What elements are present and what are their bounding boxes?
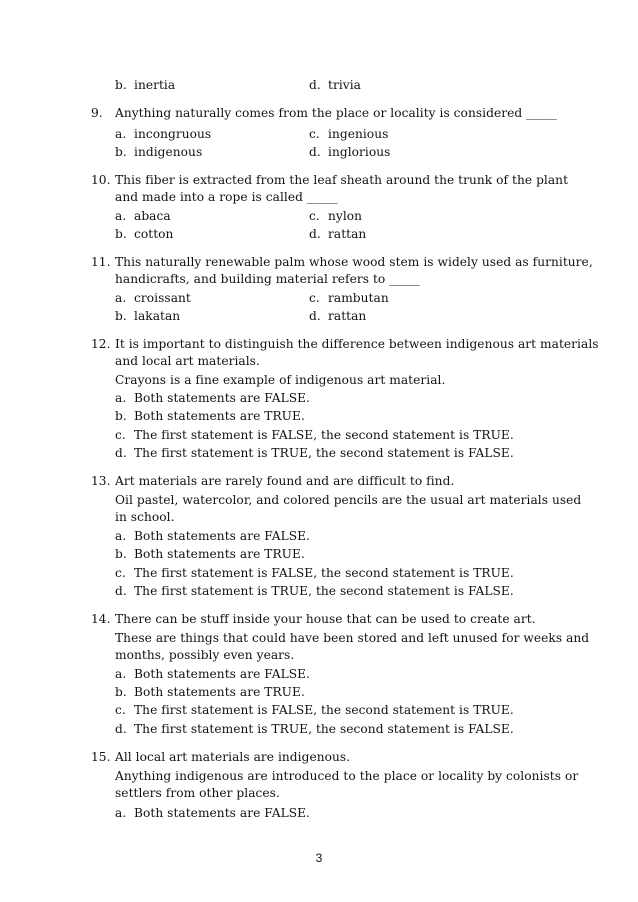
option-text: Both statements are FALSE. <box>134 529 310 543</box>
q11-number: 11. <box>91 255 111 269</box>
option-letter: c. <box>309 127 320 141</box>
q13-second-line-2: in school. <box>115 510 175 524</box>
q13-second-line-1: Oil pastel, watercolor, and colored pencils are the usual art materials used <box>115 493 582 507</box>
option-letter: a. <box>115 667 127 681</box>
q11-stem-line-2: handicrafts, and building material refers to _____ <box>115 272 420 286</box>
option-text: The first statement is FALSE, the second statement is TRUE. <box>134 566 514 580</box>
option-letter: b. <box>115 409 127 423</box>
q12-option-b <box>115 409 305 424</box>
option-text: The first statement is FALSE, the second statement is TRUE. <box>134 428 514 442</box>
option-letter: d. <box>115 722 127 736</box>
q11-option-d <box>309 309 366 324</box>
option-text: trivia <box>328 78 361 92</box>
option-text: The first statement is TRUE, the second statement is FALSE. <box>134 722 514 736</box>
q13-option-b <box>115 547 305 562</box>
option-letter: b. <box>115 78 127 92</box>
q15-second-line-1: Anything indigenous are introduced to the place or locality by colonists or <box>115 769 579 783</box>
option-letter: a. <box>115 529 127 543</box>
q11-stem-line-1: This naturally renewable palm whose wood stem is widely used as furniture, <box>115 255 593 269</box>
option-text: rattan <box>328 227 367 241</box>
q11-option-a <box>115 291 191 306</box>
q12-number: 12. <box>91 337 111 351</box>
option-text: nylon <box>328 209 363 223</box>
option-text: incongruous <box>134 127 212 141</box>
option-letter: a. <box>115 391 127 405</box>
option-letter: c. <box>115 566 126 580</box>
option-letter: b. <box>115 145 127 159</box>
option-letter: d. <box>115 584 127 598</box>
option-text: croissant <box>134 291 191 305</box>
q9-stem-line-1: Anything naturally comes from the place or locality is considered _____ <box>115 106 557 120</box>
option-letter: d. <box>115 446 127 460</box>
q13-option-d <box>115 584 514 599</box>
option-letter: d. <box>309 145 321 159</box>
option-letter: d. <box>309 227 321 241</box>
option-text: indigenous <box>134 145 203 159</box>
q14-second-line-2: months, possibly even years. <box>115 648 295 662</box>
q9-option-c <box>309 127 388 142</box>
q15-stem-line-1: All local art materials are indigenous. <box>115 750 351 764</box>
q10-option-c <box>309 209 362 224</box>
q12-option-d <box>115 446 514 461</box>
q12-stem-line-2: and local art materials. <box>115 354 260 368</box>
option-text: Both statements are TRUE. <box>134 685 305 699</box>
option-text: ingenious <box>328 127 389 141</box>
option-text: The first statement is TRUE, the second statement is FALSE. <box>134 584 514 598</box>
q10-stem-line-1: This fiber is extracted from the leaf sheath around the trunk of the plant <box>115 173 569 187</box>
option-text: inertia <box>134 78 176 92</box>
option-letter: b. <box>115 685 127 699</box>
option-letter: d. <box>309 309 321 323</box>
page-number: 3 <box>315 851 323 865</box>
option-letter: c. <box>309 209 320 223</box>
q13-option-c <box>115 566 514 581</box>
q15-second-line-2: settlers from other places. <box>115 786 280 800</box>
q14-second-line-1: These are things that could have been stored and left unused for weeks and <box>115 631 590 645</box>
q14-option-b <box>115 685 305 700</box>
option-text: rambutan <box>328 291 389 305</box>
option-letter: c. <box>309 291 320 305</box>
q14-option-d <box>115 722 514 737</box>
option-letter: d. <box>309 78 321 92</box>
option-letter: b. <box>115 547 127 561</box>
option-letter: b. <box>115 309 127 323</box>
q9-number: 9. <box>91 106 103 120</box>
q12-option-c <box>115 428 514 443</box>
q13-stem-line-1: Art materials are rarely found and are difficult to find. <box>115 474 455 488</box>
q10-number: 10. <box>91 173 111 187</box>
option-text: cotton <box>134 227 174 241</box>
option-text: The first statement is FALSE, the second statement is TRUE. <box>134 703 514 717</box>
option-text: Both statements are TRUE. <box>134 409 305 423</box>
q14-option-a <box>115 667 310 682</box>
option-text: abaca <box>134 209 171 223</box>
q10-option-d <box>309 227 366 242</box>
q15-number: 15. <box>91 750 111 764</box>
q13-number: 13. <box>91 474 111 488</box>
q10-option-b <box>115 227 173 242</box>
option-letter: c. <box>115 428 126 442</box>
q8-option-d <box>309 78 361 93</box>
option-text: Both statements are FALSE. <box>134 806 310 820</box>
option-letter: c. <box>115 703 126 717</box>
q10-option-a <box>115 209 171 224</box>
option-text: Both statements are FALSE. <box>134 391 310 405</box>
q15-option-a <box>115 806 310 821</box>
option-letter: a. <box>115 291 127 305</box>
q12-stem-line-1: It is important to distinguish the difference between indigenous art materials <box>115 337 599 351</box>
q12-second-statement: Crayons is a fine example of indigenous art material. <box>115 373 446 387</box>
option-letter: a. <box>115 127 127 141</box>
q14-stem-line-1: There can be stuff inside your house that can be used to create art. <box>115 612 536 626</box>
q9-option-a <box>115 127 211 142</box>
q10-stem-line-2: and made into a rope is called _____ <box>115 190 338 204</box>
option-text: rattan <box>328 309 367 323</box>
option-text: lakatan <box>134 309 181 323</box>
q14-number: 14. <box>91 612 111 626</box>
option-text: The first statement is TRUE, the second statement is FALSE. <box>134 446 514 460</box>
option-text: inglorious <box>328 145 391 159</box>
option-text: Both statements are FALSE. <box>134 667 310 681</box>
option-letter: a. <box>115 806 127 820</box>
q11-option-c <box>309 291 389 306</box>
q13-option-a <box>115 529 310 544</box>
option-letter: b. <box>115 227 127 241</box>
q11-option-b <box>115 309 180 324</box>
q9-option-d <box>309 145 390 160</box>
option-text: Both statements are TRUE. <box>134 547 305 561</box>
q12-option-a <box>115 391 310 406</box>
option-letter: a. <box>115 209 127 223</box>
q8-option-b <box>115 78 175 93</box>
q9-option-b <box>115 145 202 160</box>
q14-option-c <box>115 703 514 718</box>
